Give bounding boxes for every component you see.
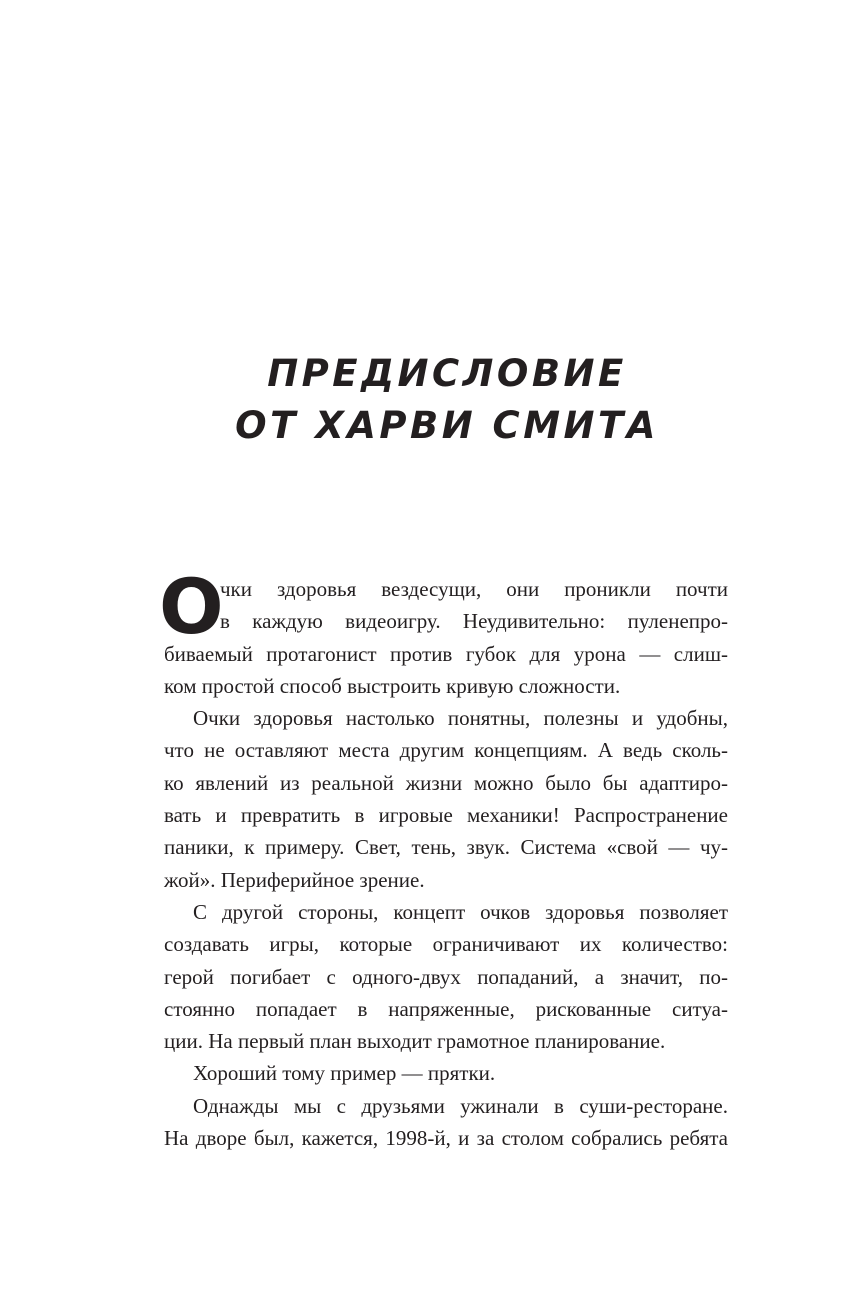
text-line: ции. На первый план выходит грамотное планирование.: [164, 1029, 666, 1054]
drop-cap: О: [159, 562, 224, 651]
text-line: паники, к примеру. Свет, тень, звук. Система «свой — чу-: [164, 835, 728, 860]
text-line: в каждую видеоигру. Неудивительно: пуленепро-: [220, 609, 728, 634]
text-line: что не оставляют места другим концепциям. А ведь сколь-: [164, 738, 728, 763]
text-line: Однажды мы с друзьями ужинали в суши-ресторане.: [193, 1093, 728, 1118]
text-line: На дворе был, кажется, 1998-й, и за столом собрались ребята: [164, 1126, 728, 1151]
text-line: С другой стороны, концепт очков здоровья позволяет: [193, 899, 728, 924]
text-line: герой погибает с одного-двух попаданий, а значит, по-: [164, 964, 728, 989]
text-line: чки здоровья вездесущи, они проникли почти: [220, 577, 728, 601]
chapter-title: [0, 348, 844, 452]
text-line: стоянно попадает в напряженные, рискованные ситуа-: [164, 996, 728, 1021]
text-line: жой». Периферийное зрение.: [164, 867, 425, 892]
text-line: вать и превратить в игровые механики! Распространение: [164, 803, 728, 828]
text-line: биваемый протагонист против губок для урона — слиш-: [164, 641, 728, 666]
text-line: ко явлений из реальной жизни можно было бы адаптиро-: [164, 770, 728, 795]
text-line: ком простой способ выстроить кривую сложности.: [164, 673, 621, 698]
body-text: [159, 562, 728, 1154]
text-line: Очки здоровья настолько понятны, полезны и удобны,: [193, 706, 728, 731]
text-line: Хороший тому пример — прятки.: [193, 1061, 496, 1086]
text-line: создавать игры, которые ограничивают их количество:: [164, 932, 728, 957]
chapter-title-line-2: ОТ ХАРВИ СМИТА: [235, 404, 659, 447]
chapter-title-line-1: ПРЕДИСЛОВИЕ: [267, 352, 627, 395]
